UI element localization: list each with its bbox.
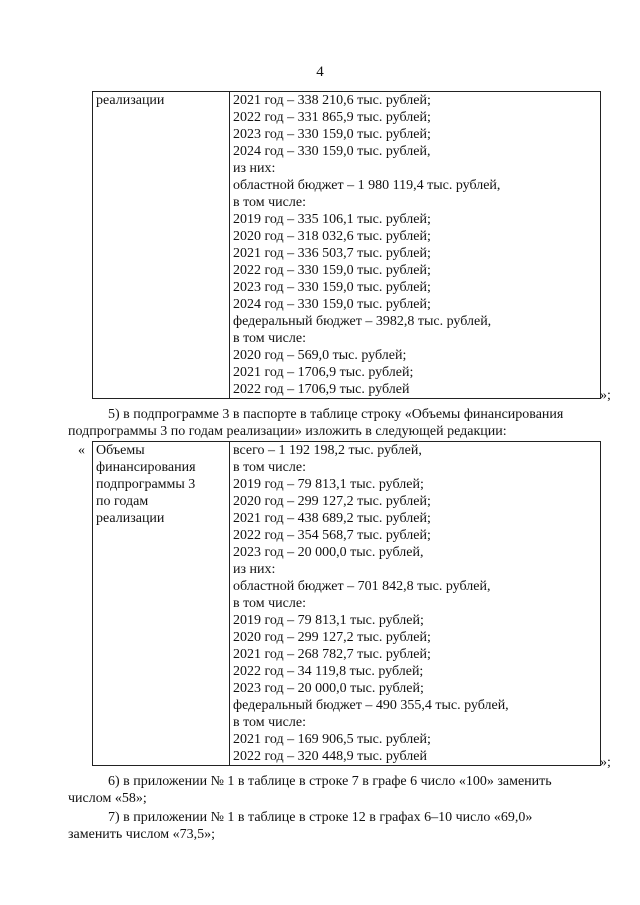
table2-line: из них: xyxy=(233,562,276,577)
table1-line: 2020 год – 318 032,6 тыс. рублей; xyxy=(233,229,431,244)
table2-line: 2020 год – 299 127,2 тыс. рублей; xyxy=(233,494,431,509)
paragraph-7 xyxy=(68,809,610,843)
table1-line: областной бюджет – 1 980 119,4 тыс. рублей, xyxy=(233,178,501,193)
table1-line: 2022 год – 331 865,9 тыс. рублей; xyxy=(233,110,431,125)
table1-line: 2022 год – 1706,9 тыс. рублей xyxy=(233,382,410,397)
table1-left-line: реализации xyxy=(96,93,165,108)
table2-line: 2021 год – 268 782,7 тыс. рублей; xyxy=(233,647,431,662)
table1-line: в том числе: xyxy=(233,195,306,210)
table2-open-quote: « xyxy=(78,443,85,458)
table1-line: 2021 год – 338 210,6 тыс. рублей; xyxy=(233,93,431,108)
table2-line: 2019 год – 79 813,1 тыс. рублей; xyxy=(233,477,424,492)
table1-line: 2021 год – 1706,9 тыс. рублей; xyxy=(233,365,414,380)
table2-left-line: финансирования xyxy=(96,460,196,475)
table2-line: 2019 год – 79 813,1 тыс. рублей; xyxy=(233,613,424,628)
table1-line: в том числе: xyxy=(233,331,306,346)
table2-line: 2023 год – 20 000,0 тыс. рублей, xyxy=(233,545,424,560)
table2-line: 2022 год – 354 568,7 тыс. рублей; xyxy=(233,528,431,543)
table1-line: 2023 год – 330 159,0 тыс. рублей; xyxy=(233,280,431,295)
table2-line: всего – 1 192 198,2 тыс. рублей, xyxy=(233,443,422,458)
table1-line: 2019 год – 335 106,1 тыс. рублей; xyxy=(233,212,431,227)
paragraph-5-line1: 5) в подпрограмме 3 в паспорте в таблице строку «Объемы финансирования xyxy=(108,407,564,422)
table1-line: 2020 год – 569,0 тыс. рублей; xyxy=(233,348,407,363)
table1-left-cell xyxy=(93,92,230,399)
table2-left-line: реализации xyxy=(96,511,165,526)
table2-right-cell xyxy=(230,442,601,766)
paragraph-6 xyxy=(68,773,610,807)
table2-line: областной бюджет – 701 842,8 тыс. рублей, xyxy=(233,579,491,594)
table1-line: 2023 год – 330 159,0 тыс. рублей; xyxy=(233,127,431,142)
table2-line: федеральный бюджет – 490 355,4 тыс. рублей, xyxy=(233,698,509,713)
table2-left-line: Объемы xyxy=(96,443,145,458)
paragraph-5-line2: подпрограммы 3 по годам реализации» изложить в следующей редакции: xyxy=(68,424,507,439)
table2-line: 2021 год – 169 906,5 тыс. рублей; xyxy=(233,732,431,747)
table1-line: 2022 год – 330 159,0 тыс. рублей; xyxy=(233,263,431,278)
paragraph-7-line1: 7) в приложении № 1 в таблице в строке 12 в графах 6–10 число «69,0» xyxy=(108,810,533,825)
table1-close-quote: »; xyxy=(600,388,611,403)
paragraph-7-line2: заменить числом «73,5»; xyxy=(68,827,216,842)
table2-left-line: по годам xyxy=(96,494,149,509)
table2-line: в том числе: xyxy=(233,460,306,475)
table2-line: 2022 год – 320 448,9 тыс. рублей xyxy=(233,749,427,764)
table2-close-quote: »; xyxy=(600,755,611,770)
table1-line: из них: xyxy=(233,161,276,176)
table2-line: 2020 год – 299 127,2 тыс. рублей; xyxy=(233,630,431,645)
table2-line: в том числе: xyxy=(233,715,306,730)
table1-line: 2024 год – 330 159,0 тыс. рублей, xyxy=(233,144,431,159)
page-number: 4 xyxy=(316,64,324,80)
table2-line: 2023 год – 20 000,0 тыс. рублей; xyxy=(233,681,424,696)
paragraph-5 xyxy=(68,406,610,440)
table2-line: 2021 год – 438 689,2 тыс. рублей; xyxy=(233,511,431,526)
paragraph-6-line1: 6) в приложении № 1 в таблице в строке 7 в графе 6 число «100» заменить xyxy=(108,774,552,789)
financing-table-continued xyxy=(92,91,601,399)
table1-line: федеральный бюджет – 3982,8 тыс. рублей, xyxy=(233,314,492,329)
table2-line: в том числе: xyxy=(233,596,306,611)
table1-line: 2021 год – 336 503,7 тыс. рублей; xyxy=(233,246,431,261)
financing-table-subprogram-3 xyxy=(92,441,601,766)
table2-left-cell xyxy=(93,442,230,766)
table1-right-cell xyxy=(230,92,601,399)
table1-line: 2024 год – 330 159,0 тыс. рублей; xyxy=(233,297,431,312)
paragraph-6-line2: числом «58»; xyxy=(68,791,147,806)
table2-left-line: подпрограммы 3 xyxy=(96,477,196,492)
table2-line: 2022 год – 34 119,8 тыс. рублей; xyxy=(233,664,424,679)
